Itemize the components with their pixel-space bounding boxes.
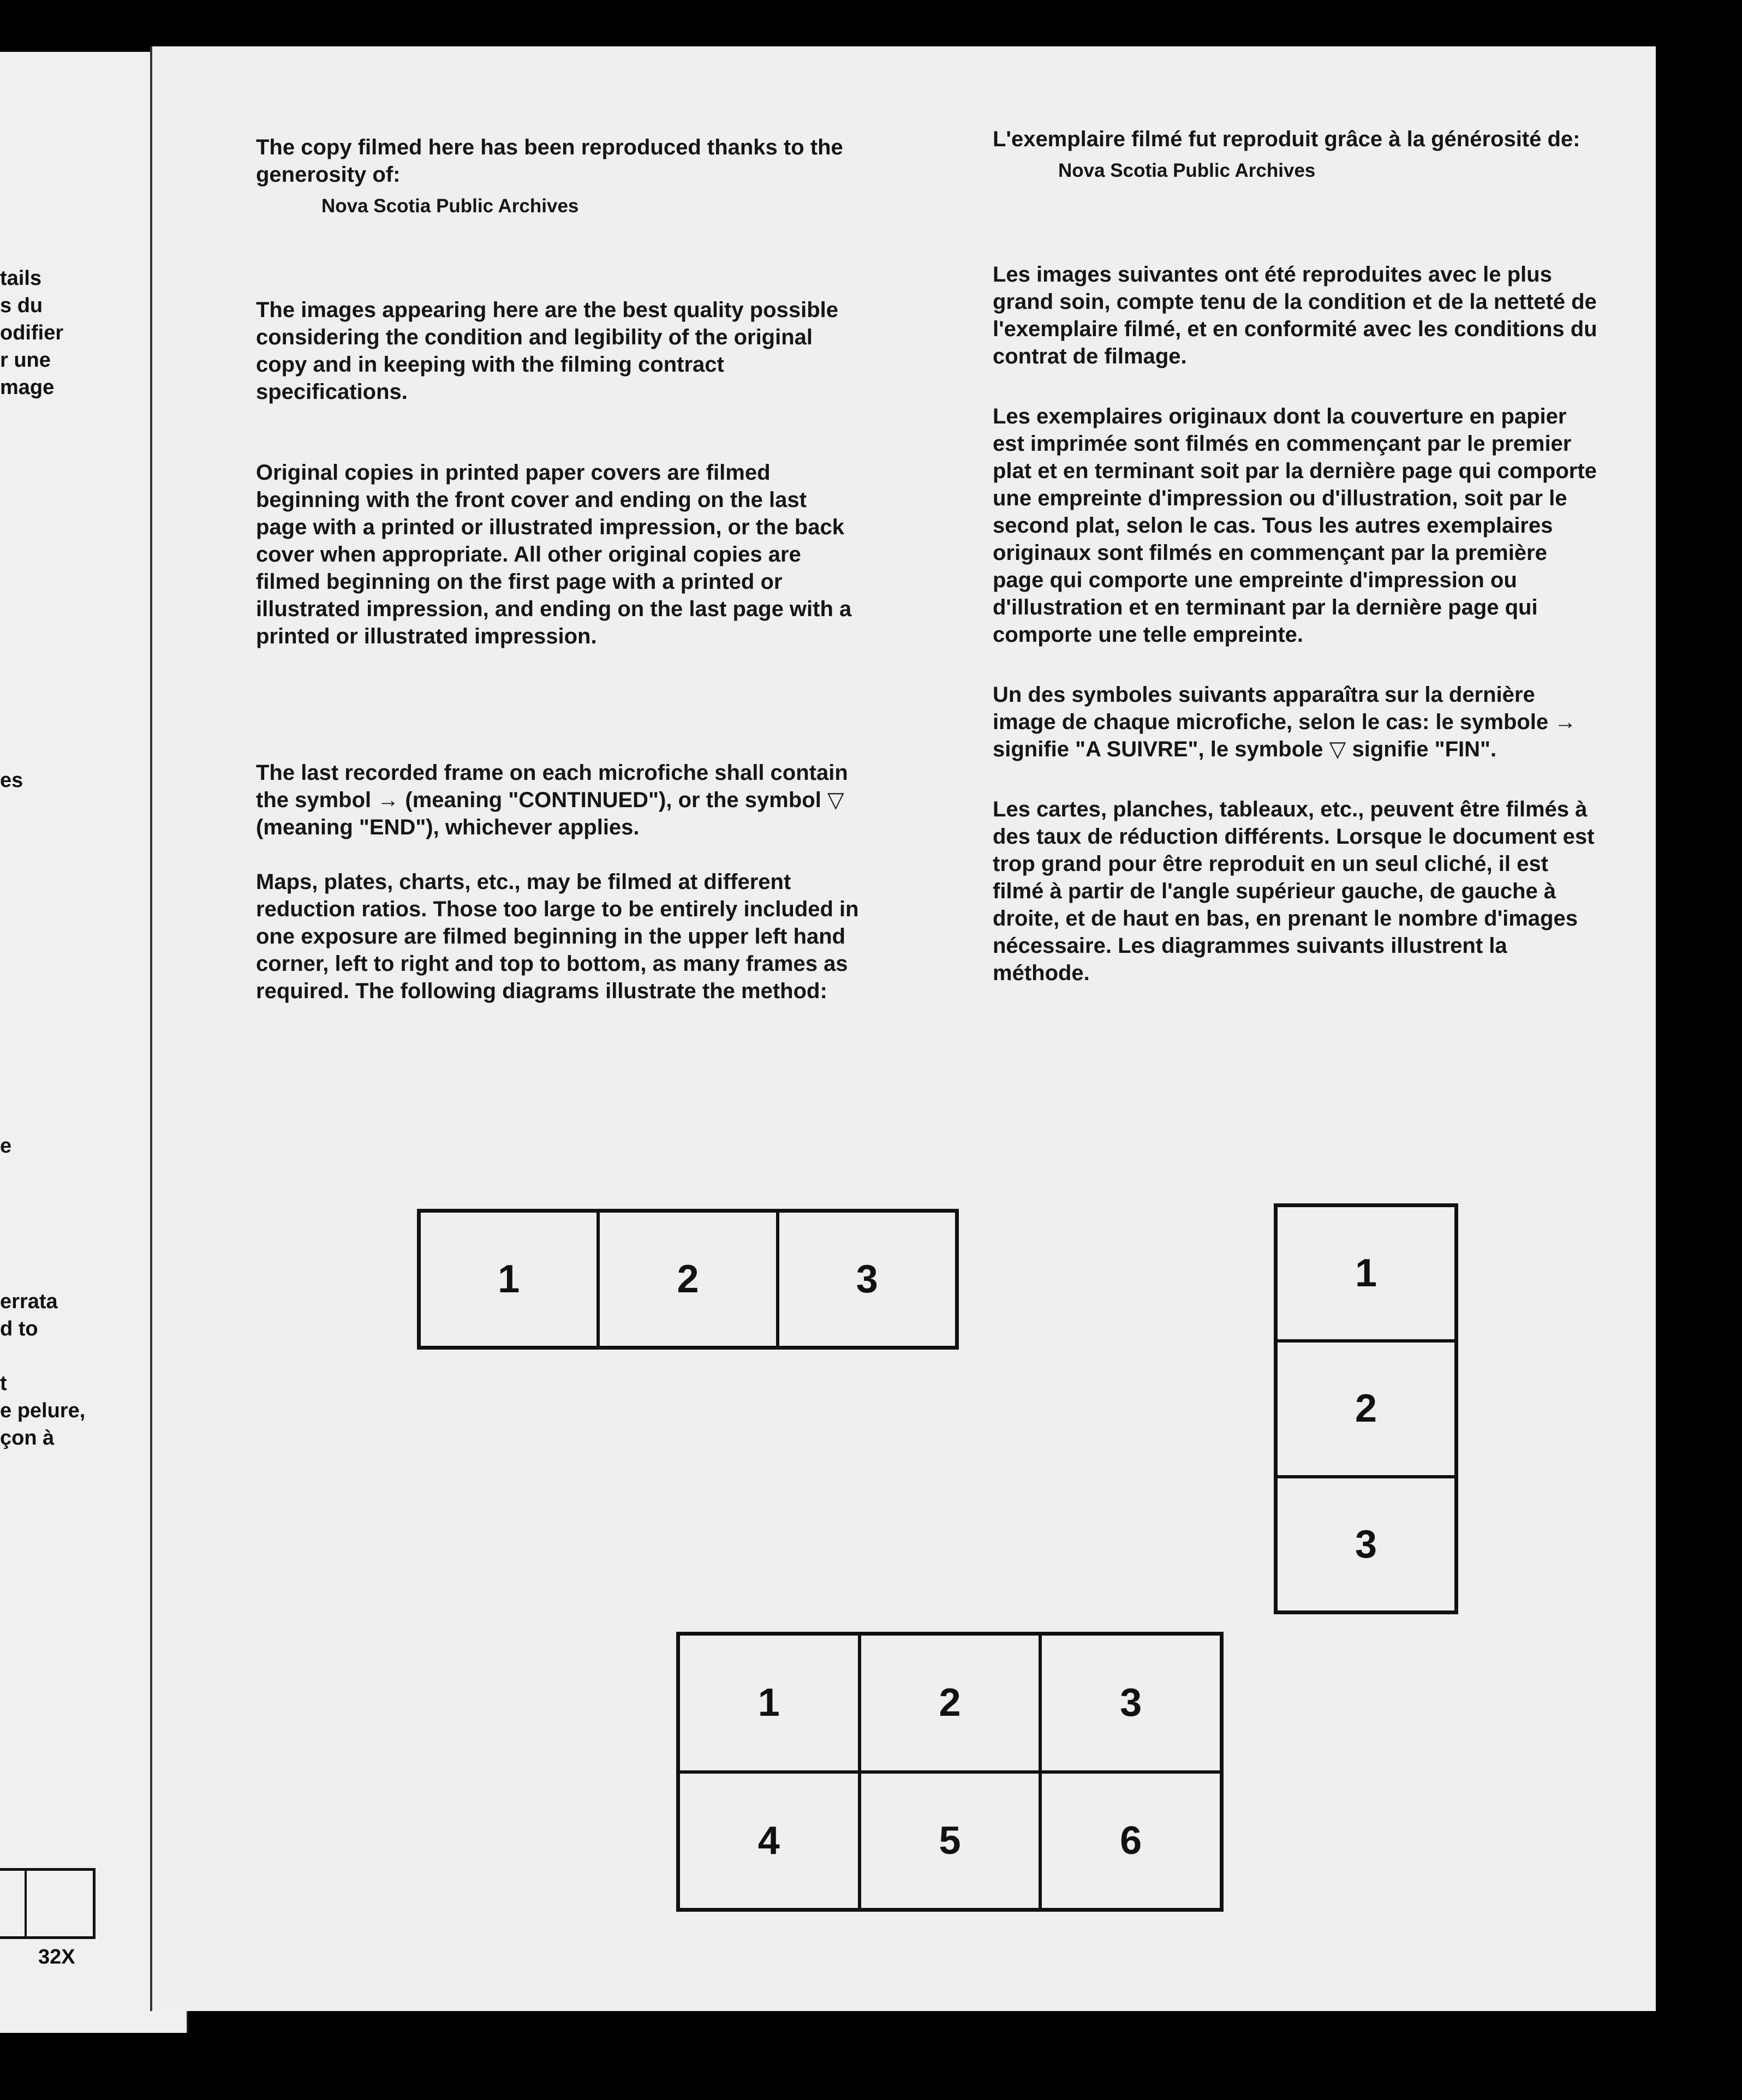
arrow-icon: →: [1554, 710, 1577, 734]
acknowledgement-text: L'exemplaire filmé fut reproduit grâce à la générosité de:: [993, 127, 1580, 151]
symbols-text: Un des symboles suivants apparaîtra sur la dernière image de chaque microfiche, selon le cas: le symbole: [993, 683, 1549, 734]
acknowledgement-text: The copy filmed here has been reproduced thanks to the generosity of:: [256, 135, 843, 187]
arrow-icon: →: [377, 788, 399, 812]
diagram-grid: [676, 1632, 1224, 1912]
left-fragment-text: t: [0, 1372, 7, 1395]
symbols-text: signifie "A SUIVRE", le symbole: [993, 737, 1323, 761]
left-fragment-text: errata: [0, 1290, 58, 1313]
triangle-icon: ▽: [827, 788, 844, 812]
acknowledgement: [256, 134, 862, 220]
frame-cell: 3: [778, 1211, 957, 1347]
gauge-label: 32X: [38, 1946, 75, 1968]
symbols-text: signifie "FIN".: [1352, 737, 1497, 761]
quality-paragraph: The images appearing here are the best quality possible considering the condition and legibility of the original copy and in keeping with the filming contract specifications.: [256, 298, 838, 404]
left-fragment-text: mage: [0, 376, 55, 399]
left-fragment-text: e pelure,: [0, 1399, 86, 1422]
symbols-text: (meaning "END"), whichever applies.: [256, 815, 640, 839]
left-fragment-text: tails: [0, 267, 42, 290]
frame-cell: 2: [598, 1211, 777, 1347]
maps-paragraph: Maps, plates, charts, etc., may be filmed at different reduction ratios. Those too large to be entirely included in one exposure are filmed beginning in the upper left hand corner, left to right and top to bottom, as many frames as required. The following diagrams illustrate the method:: [256, 870, 859, 1003]
left-fragment-text: r une: [0, 349, 51, 372]
symbols-paragraph: [256, 759, 862, 841]
main-page: [150, 46, 1656, 2011]
resolution-gauge: [0, 1868, 96, 1939]
quality-paragraph: Les images suivantes ont été reproduites avec le plus grand soin, compte tenu de la condition et de la netteté de l'exemplaire filmé, et en conformité avec les conditions du contrat de filmage.: [993, 262, 1597, 368]
left-fragment-text: es: [0, 769, 23, 792]
frame-cell: 2: [860, 1634, 1041, 1772]
covers-paragraph: Original copies in printed paper covers are filmed beginning with the front cover and ending on the last page with a printed or illustrated impression, or the back cover when appropriate. All other original copies are filmed beginning on the first page with a printed or illustrated impression, and ending on the last page with a printed or illustrated impression.: [256, 461, 852, 648]
symbols-text: (meaning "CONTINUED"), or the symbol: [405, 788, 821, 812]
frame-cell: 1: [1276, 1206, 1456, 1341]
frame-cell: 3: [1276, 1477, 1456, 1612]
frame-cell: 4: [678, 1772, 860, 1910]
diagram-column: [1274, 1203, 1458, 1614]
frame-cell: 1: [678, 1634, 860, 1772]
maps-paragraph: Les cartes, planches, tableaux, etc., peuvent être filmés à des taux de réduction différents. Lorsque le document est trop grand pour être reproduit en un seul cliché, il est filmé à partir de l'angle supérieur gauche, de gauche à droite, et de haut en bas, en prenant le nombre d'images nécessaire. Les diagrammes suivants illustrent la méthode.: [993, 797, 1595, 985]
frame-cell: 1: [419, 1211, 598, 1347]
left-fragment-text: d to: [0, 1317, 38, 1340]
left-fragment-text: s du: [0, 294, 43, 317]
triangle-icon: ▽: [1329, 737, 1346, 761]
left-fragment-text: e: [0, 1135, 12, 1158]
left-fragment-text: odifier: [0, 321, 64, 344]
symbols-paragraph: [993, 681, 1604, 763]
frame-cell: 5: [860, 1772, 1041, 1910]
left-fragment-text: çon à: [0, 1427, 55, 1449]
frame-cell: 2: [1276, 1341, 1456, 1476]
symbols-text: The last recorded frame on each microfiche shall contain the symbol: [256, 761, 848, 812]
french-column: [993, 126, 1604, 1040]
archives-name: Nova Scotia Public Archives: [1058, 160, 1316, 181]
archives-name: Nova Scotia Public Archives: [321, 195, 579, 217]
frame-cell: 6: [1040, 1772, 1221, 1910]
frame-cell: 3: [1040, 1634, 1221, 1772]
diagram-row: [417, 1209, 959, 1350]
acknowledgement: [993, 126, 1604, 184]
english-column: [256, 134, 862, 1058]
covers-paragraph: Les exemplaires originaux dont la couverture en papier est imprimée sont filmés en commençant par le premier plat et en terminant soit par la dernière page qui comporte une empreinte d'impression ou d'illustration, soit par le second plat, selon le cas. Tous les autres exemplaires originaux sont filmés en commençant par la première page qui comporte une empreinte d'impression ou d'illustration et en terminant par la dernière page qui comporte une telle empreinte.: [993, 404, 1597, 647]
